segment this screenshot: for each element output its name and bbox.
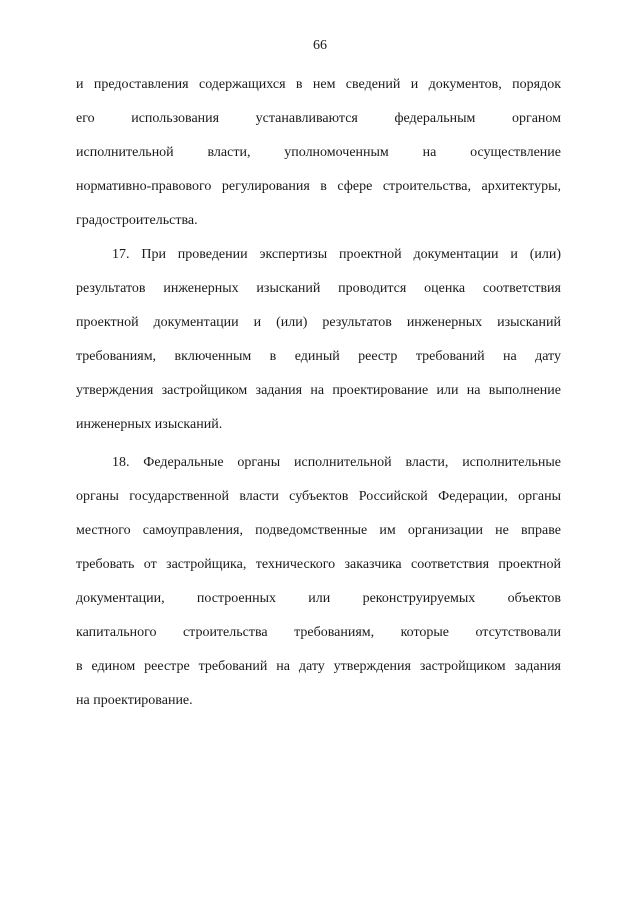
text-line: проектной документации и (или) результатов инженерных изысканий <box>76 315 561 330</box>
text-line: нормативно-правового регулирования в сфере строительства, архитектуры, <box>76 179 561 194</box>
text-line: капитального строительства требованиям, которые отсутствовали <box>76 625 561 640</box>
text-line: в едином реестре требований на дату утверждения застройщиком задания <box>76 659 561 674</box>
text-line: требовать от застройщика, технического заказчика соответствия проектной <box>76 557 561 572</box>
text-line: результатов инженерных изысканий проводится оценка соответствия <box>76 281 561 296</box>
text-line: органы государственной власти субъектов Российской Федерации, органы <box>76 489 561 504</box>
text-line: на проектирование. <box>76 693 193 708</box>
text-line: утверждения застройщиком задания на проектирование или на выполнение <box>76 383 561 398</box>
page-number: 66 <box>313 38 327 53</box>
text-line: 18. Федеральные органы исполнительной власти, исполнительные <box>112 455 561 470</box>
text-line: градостроительства. <box>76 213 198 228</box>
text-line: 17. При проведении экспертизы проектной документации и (или) <box>112 247 561 262</box>
text-line: и предоставления содержащихся в нем сведений и документов, порядок <box>76 77 561 92</box>
text-line: инженерных изысканий. <box>76 417 223 432</box>
text-line: требованиям, включенным в единый реестр требований на дату <box>76 349 561 364</box>
text-line: его использования устанавливаются федеральным органом <box>76 111 561 126</box>
text-line: документации, построенных или реконструируемых объектов <box>76 591 561 606</box>
text-line: местного самоуправления, подведомственные им организации не вправе <box>76 523 561 538</box>
text-line: исполнительной власти, уполномоченным на осуществление <box>76 145 561 160</box>
